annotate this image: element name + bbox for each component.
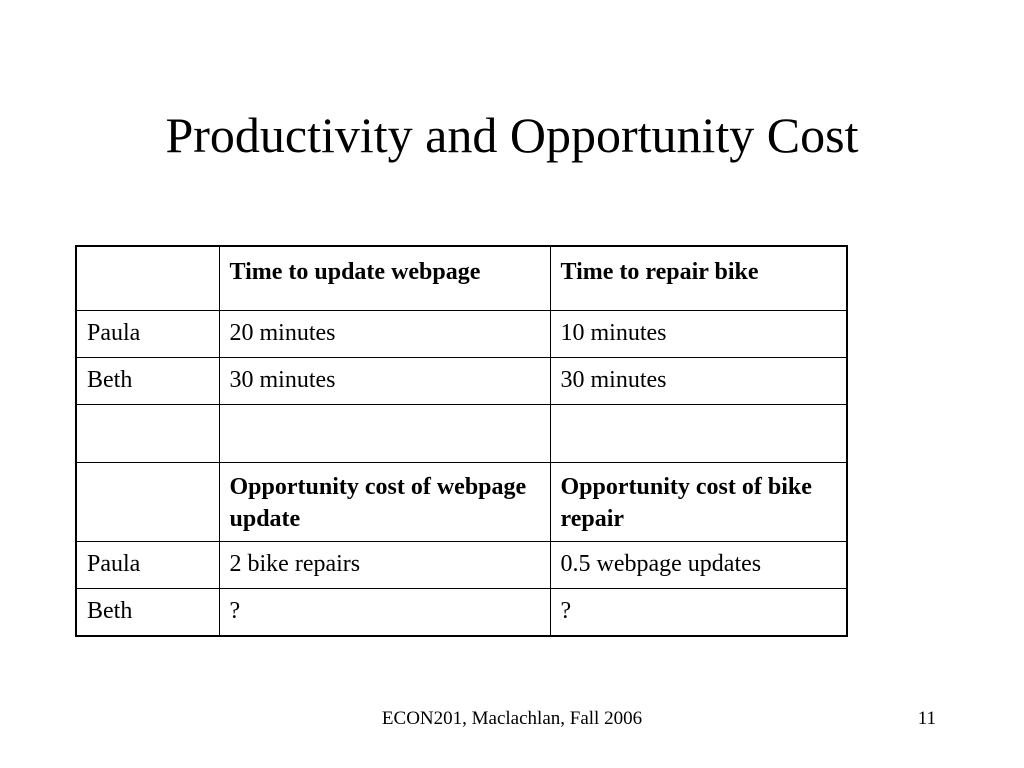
spacer-row: [76, 405, 847, 463]
table-row: [76, 358, 847, 405]
table-row: [76, 542, 847, 589]
table-cell: 0.5 webpage updates: [550, 542, 847, 589]
empty-cell: [219, 405, 550, 463]
row-label: Paula: [76, 542, 219, 589]
header-cell-bike-time: Time to repair bike: [550, 246, 847, 311]
table-cell: ?: [550, 589, 847, 637]
table-cell: 2 bike repairs: [219, 542, 550, 589]
table-row: [76, 311, 847, 358]
productivity-table: [75, 245, 848, 637]
table-cell: 30 minutes: [219, 358, 550, 405]
header-cell-empty: [76, 463, 219, 542]
page-number: 11: [917, 708, 936, 729]
table-row: [76, 589, 847, 637]
empty-cell: [550, 405, 847, 463]
opportunity-header-row: [76, 463, 847, 542]
header-cell-webpage-cost: Opportunity cost of webpage update: [219, 463, 550, 542]
header-cell-webpage-time: Time to update webpage: [219, 246, 550, 311]
table-cell: ?: [219, 589, 550, 637]
header-cell-empty: [76, 246, 219, 311]
table-cell: 10 minutes: [550, 311, 847, 358]
table-cell: 30 minutes: [550, 358, 847, 405]
row-label: Beth: [76, 589, 219, 637]
table-header-row: [76, 246, 847, 311]
empty-cell: [76, 405, 219, 463]
row-label: Paula: [76, 311, 219, 358]
slide-title: Productivity and Opportunity Cost: [165, 107, 859, 163]
row-label: Beth: [76, 358, 219, 405]
header-cell-bike-cost: Opportunity cost of bike repair: [550, 463, 847, 542]
table-cell: 20 minutes: [219, 311, 550, 358]
slide-footer: ECON201, Maclachlan, Fall 2006: [381, 708, 643, 729]
